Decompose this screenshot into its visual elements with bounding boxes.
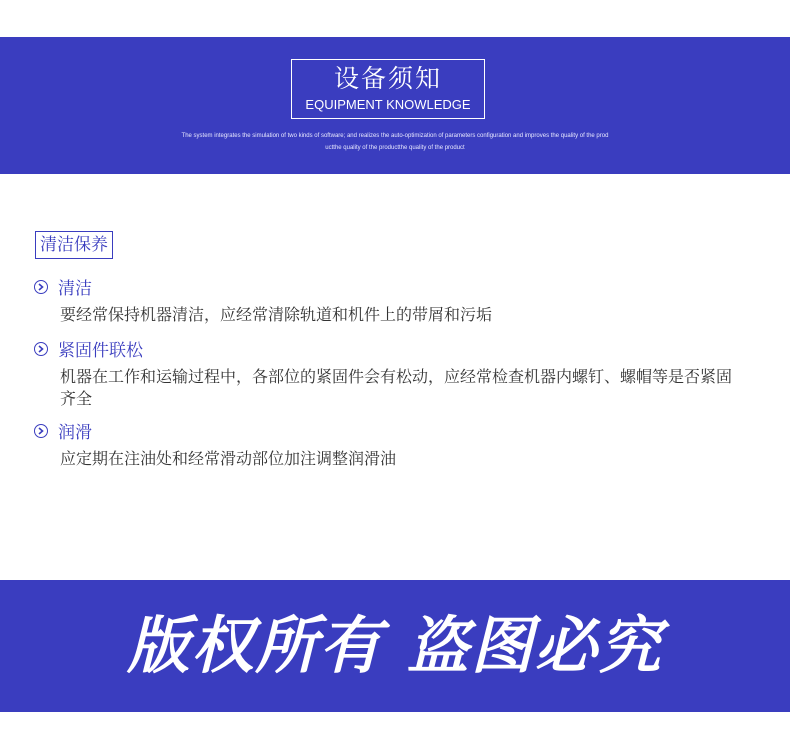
item-body: 机器在工作和运输过程中，各部位的紧固件会有松动，应经常检查机器内螺钉、螺帽等是否紧固齐全 (60, 367, 733, 408)
copyright-text: 版权所有 盗图必究 (127, 609, 663, 682)
item-title: 紧固件联松 (58, 341, 143, 361)
header-banner (0, 37, 790, 174)
page-title: 设备须知 (333, 64, 442, 93)
item-title: 清洁 (58, 279, 92, 299)
chevron-right-circle-icon (34, 342, 48, 356)
item-heading-cleaning (34, 278, 92, 300)
copyright-banner (0, 580, 790, 712)
item-body: 应定期在注油处和经常滑动部位加注调整润滑油 (60, 449, 397, 468)
chevron-right-circle-icon (34, 424, 48, 438)
item-heading-lubrication (34, 422, 92, 444)
section-label: 清洁保养 (35, 231, 113, 259)
chevron-right-circle-icon (34, 280, 48, 294)
item-title: 润滑 (58, 423, 92, 443)
title-box (291, 59, 485, 119)
item-body: 要经常保持机器清洁，应经常清除轨道和机件上的带屑和污垢 (60, 305, 493, 324)
header-description: The system integrates the simulation of two kinds of software; and realizes the auto-optimization of parameters configuration and improves the quality of the productthe quality of the productthe quality of the product (181, 133, 609, 151)
page-subtitle: EQUIPMENT KNOWLEDGE (305, 97, 471, 112)
item-heading-fasteners (34, 340, 143, 362)
